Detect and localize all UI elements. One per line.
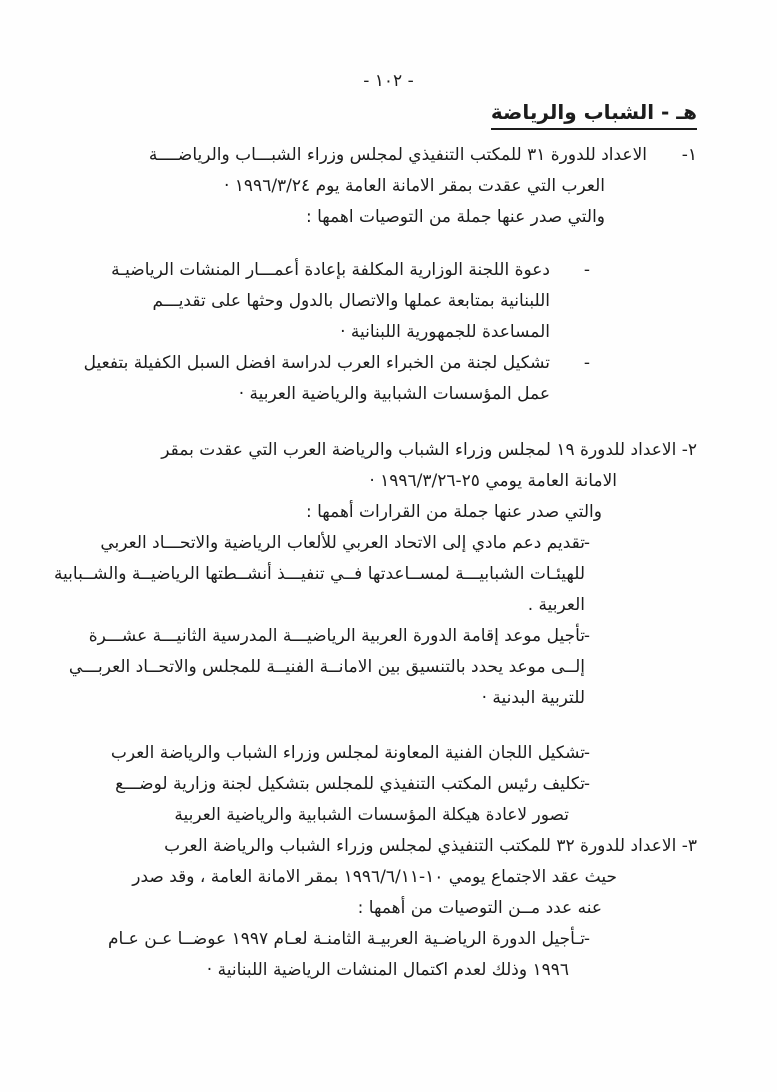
text-line: الامانة العامة يومي ٢٥-١٩٩٦/٣/٢٦ · [369, 471, 617, 491]
text-line: تشكيل لجنة من الخبراء العرب لدراسة افضل السبل الكفيلة بتفعيل [83, 353, 550, 373]
text-line: إلــى موعد يحدد بالتنسيق بين الامانــة الفنيــة للمجلس والاتحــاد العربـــي [68, 657, 585, 677]
dash-item-2 [60, 348, 697, 410]
dash-item-3 [53, 528, 697, 621]
text-line: اللبنانية بمتابعة عملها والاتصال بالدول وحثها على تقديـــم [152, 291, 550, 311]
text-line: عمل المؤسسات الشبابية والرياضية العربية · [238, 384, 550, 404]
text-line: تشكيل اللجان الفنية المعاونة لمجلس وزراء الشباب والرياضة العرب [110, 743, 585, 763]
dash-item-5 [60, 738, 697, 769]
dash-bullet: - [583, 626, 590, 646]
dash-bullet: - [583, 353, 590, 373]
item-number: ٣- [681, 836, 697, 856]
item-number: ١- [681, 145, 697, 165]
dash-bullet: - [583, 743, 590, 763]
text-line: تكليف رئيس المكتب التنفيذي للمجلس بتشكيل لجنة وزارية لوضـــع [115, 774, 585, 794]
text-line: المساعدة للجمهورية اللبنانية · [340, 322, 550, 342]
text-line: الاعداد للدورة ٣١ للمكتب التنفيذي لمجلس وزراء الشبـــاب والرياضــــة [148, 145, 647, 165]
page-number: - ١٠٢ - [363, 71, 414, 91]
text-line: تصور لاعادة هيكلة المؤسسات الشبابية والرياضية العربية [174, 805, 569, 825]
numbered-item-1 [60, 140, 697, 233]
dash-item-7 [60, 924, 697, 986]
numbered-item-2 [60, 435, 697, 528]
section-heading-row [0, 100, 697, 130]
text-line [60, 831, 697, 862]
text-line: العربية . [527, 595, 585, 615]
text-line: تقديم دعم مادي إلى الاتحاد العربي للألعاب الرياضية والاتحـــاد العربي [100, 533, 585, 553]
item-number: ٢- [681, 440, 697, 460]
text-line: ١٩٩٦ وذلك لعدم اكتمال المنشات الرياضية اللبنانية · [206, 960, 569, 980]
dash-bullet: - [583, 533, 590, 553]
text-run: الاعداد للدورة ٣٢ للمكتب التنفيذي لمجلس وزراء الشباب والرياضة العرب [164, 836, 677, 856]
text-run: الاعداد للدورة ١٩ لمجلس وزراء الشباب والرياضة العرب التي عقدت بمقر [161, 440, 677, 460]
section-heading: هـ - الشباب والرياضة [491, 100, 697, 130]
dash-bullet: - [583, 774, 590, 794]
dash-item-6 [60, 769, 697, 831]
text-line: للهيئـات الشبابيـــة لمســاعدتها فــي تنفيـــذ أنشــطتها الرياضيــة والشــبابية [53, 564, 585, 584]
dash-item-4 [60, 621, 697, 714]
text-line: تأجيل موعد إقامة الدورة العربية الرياضيـــة المدرسية الثانيـــة عشـــرة [88, 626, 585, 646]
text-line: تـأجيل الدورة الرياضـية العربيـة الثامنـة لعـام ١٩٩٧ عوضــا عـن عـام [107, 929, 585, 949]
dash-bullet: - [583, 260, 590, 280]
text-line: دعوة اللجنة الوزارية المكلفة بإعادة أعمـــار المنشات الرياضيـة [111, 260, 550, 280]
text-line [60, 435, 697, 466]
numbered-item-3 [60, 831, 697, 924]
text-line: والتي صدر عنها جملة من التوصيات اهمها : [305, 207, 605, 227]
text-line: حيث عقد الاجتماع يومي ١٠-١٩٩٦/٦/١١ بمقر الامانة العامة ، وقد صدر [132, 867, 617, 887]
text-line: العرب التي عقدت بمقر الامانة العامة يوم ١٩٩٦/٣/٢٤ · [223, 176, 605, 196]
dash-item-1 [60, 255, 697, 348]
text-line: عنه عدد مــن التوصيات من أهمها : [357, 898, 602, 918]
text-line: للتربية البدنية · [481, 688, 585, 708]
dash-bullet: - [583, 929, 590, 949]
text-line: والتي صدر عنها جملة من القرارات أهمها : [305, 502, 602, 522]
